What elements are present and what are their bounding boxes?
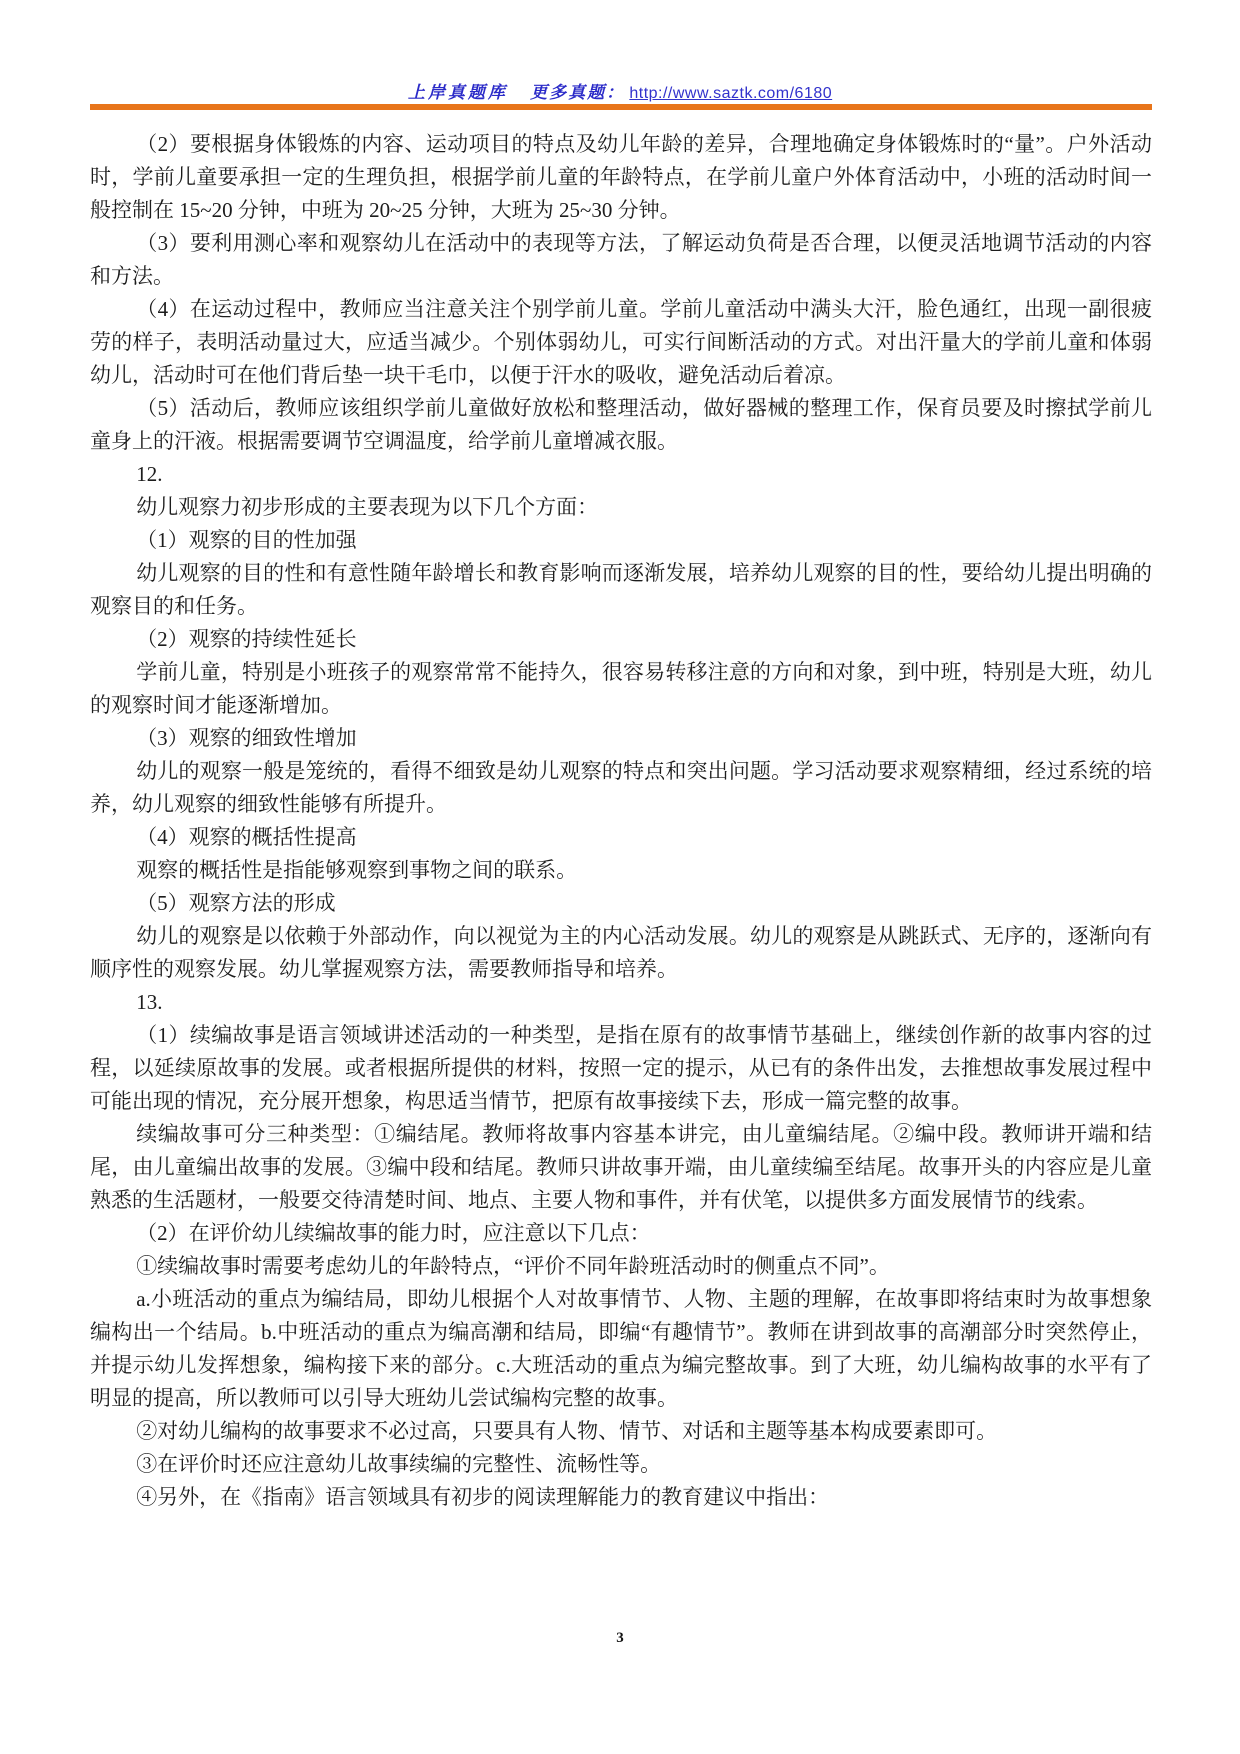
paragraph: （1）续编故事是语言领域讲述活动的一种类型，是指在原有的故事情节基础上，继续创作新的故事内容的过程，以延续原故事的发展。或者根据所提供的材料，按照一定的提示，从已有的条件出发，去推想故事发展过程中可能出现的情况，充分展开想象，构思适当情节，把原有故事接续下去，形成一篇完整的故事。 — [90, 1023, 1152, 1113]
more-questions-label: 更多真题： — [530, 83, 626, 102]
paragraph: 12. — [136, 462, 163, 486]
paragraph: 13. — [136, 990, 163, 1014]
paragraph: ①续编故事时需要考虑幼儿的年龄特点，“评价不同年龄班活动时的侧重点不同”。 — [136, 1254, 890, 1278]
paragraph: 幼儿观察力初步形成的主要表现为以下几个方面： — [136, 495, 599, 519]
paragraph: （2）观察的持续性延长 — [136, 627, 357, 651]
paragraph: 幼儿的观察是以依赖于外部动作，向以视觉为主的内心活动发展。幼儿的观察是从跳跃式、无序的，逐渐向有顺序性的观察发展。幼儿掌握观察方法，需要教师指导和培养。 — [90, 924, 1152, 981]
paragraph: a.小班活动的重点为编结局，即幼儿根据个人对故事情节、人物、主题的理解，在故事即将结束时为故事想象编构出一个结局。b.中班活动的重点为编高潮和结局，即编“有趣情节”。教师在讲到故事的高潮部分时突然停止，并提示幼儿发挥想象，编构接下来的部分。c.大班活动的重点为编完整故事。到了大班，幼儿编构故事的水平有了明显的提高，所以教师可以引导大班幼儿尝试编构完整的故事。 — [90, 1287, 1152, 1410]
page-header — [90, 78, 1150, 103]
paragraph: （4）在运动过程中，教师应当注意关注个别学前儿童。学前儿童活动中满头大汗，脸色通红，出现一副很疲劳的样子，表明活动量过大，应适当减少。个别体弱幼儿，可实行间断活动的方式。对出汗量大的学前儿童和体弱幼儿，活动时可在他们背后垫一块干毛巾，以便于汗水的吸收，避免活动后着凉。 — [90, 297, 1152, 387]
page-number: 3 — [616, 1630, 624, 1646]
paragraph: （3）要利用测心率和观察幼儿在活动中的表现等方法，了解运动负荷是否合理，以便灵活地调节活动的内容和方法。 — [90, 231, 1152, 288]
paragraph: （5）观察方法的形成 — [136, 891, 336, 915]
answer-text-body — [90, 128, 1152, 1514]
paragraph: （1）观察的目的性加强 — [136, 528, 357, 552]
paragraph: （2）在评价幼儿续编故事的能力时，应注意以下几点： — [136, 1221, 651, 1245]
site-name-label: 上岸真题库 — [407, 83, 508, 102]
paragraph: ②对幼儿编构的故事要求不必过高，只要具有人物、情节、对话和主题等基本构成要素即可。 — [136, 1419, 998, 1443]
paragraph: 续编故事可分三种类型：①编结尾。教师将故事内容基本讲完，由儿童编结尾。②编中段。教师讲开端和结尾，由儿童编出故事的发展。③编中段和结尾。教师只讲故事开端，由儿童续编至结尾。故事开头的内容应是儿童熟悉的生活题材，一般要交待清楚时间、地点、主要人物和事件，并有伏笔，以提供多方面发展情节的线索。 — [90, 1122, 1152, 1212]
header-divider-rule — [90, 104, 1152, 110]
paragraph: （4）观察的概括性提高 — [136, 825, 357, 849]
header-link[interactable]: http://www.saztk.com/6180 — [629, 85, 833, 102]
paragraph: （2）要根据身体锻炼的内容、运动项目的特点及幼儿年龄的差异，合理地确定身体锻炼时的“量”。户外活动时，学前儿童要承担一定的生理负担，根据学前儿童的年龄特点，在学前儿童户外体育活动中，小班的活动时间一般控制在 15~20 分钟，中班为 20~25 分钟，大班为 25~30 分钟。 — [90, 132, 1152, 222]
paragraph: 学前儿童，特别是小班孩子的观察常常不能持久，很容易转移注意的方向和对象，到中班，特别是大班，幼儿的观察时间才能逐渐增加。 — [90, 660, 1152, 717]
paragraph: ③在评价时还应注意幼儿故事续编的完整性、流畅性等。 — [136, 1452, 662, 1476]
paragraph: 幼儿观察的目的性和有意性随年龄增长和教育影响而逐渐发展，培养幼儿观察的目的性，要给幼儿提出明确的观察目的和任务。 — [90, 561, 1152, 618]
paragraph: 观察的概括性是指能够观察到事物之间的联系。 — [136, 858, 578, 882]
paragraph: （5）活动后，教师应该组织学前儿童做好放松和整理活动，做好器械的整理工作，保育员要及时擦拭学前儿童身上的汗液。根据需要调节空调温度，给学前儿童增减衣服。 — [90, 396, 1152, 453]
paragraph: （3）观察的细致性增加 — [136, 726, 357, 750]
paragraph: 幼儿的观察一般是笼统的，看得不细致是幼儿观察的特点和突出问题。学习活动要求观察精细，经过系统的培养，幼儿观察的细致性能够有所提升。 — [90, 759, 1152, 816]
paragraph: ④另外，在《指南》语言领域具有初步的阅读理解能力的教育建议中指出： — [136, 1485, 830, 1509]
